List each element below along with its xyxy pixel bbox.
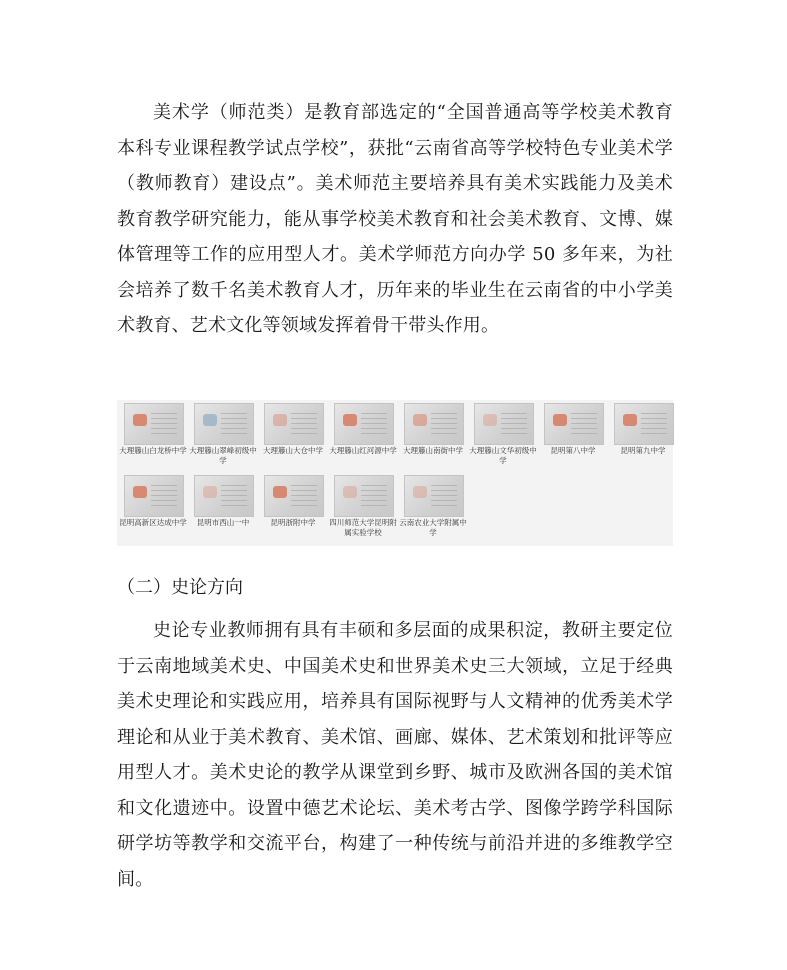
text-line: 研学坊等教学和交流平台，构建了一种传统与前沿并进的多维教学空: [117, 833, 673, 854]
certificate-caption: 大理籐山红河源中学: [329, 446, 397, 455]
certificate-image: [124, 403, 184, 445]
certificate-item: [538, 400, 608, 472]
certificate-caption: 昆明高新区达成中学: [119, 518, 187, 527]
certificate-image: [334, 475, 394, 517]
certificate-caption: 昆明第九中学: [620, 446, 666, 455]
text-line: 体管理等工作的应用型人才。美术学师范方向办学 50 多年来，为社: [117, 244, 673, 265]
text-line: 美术学（师范类）是教育部选定的“全国普通高等学校美术教育: [153, 102, 673, 123]
certificate-caption: 大理籐山白龙桥中学: [119, 446, 187, 455]
certificate-caption: 昆明浙附中学: [270, 518, 316, 527]
certificate-image: [264, 475, 324, 517]
certificate-caption: 大理籐山翠峰初级中学: [189, 446, 257, 465]
certificate-item: [328, 400, 398, 472]
paragraph-art-history: [117, 613, 673, 897]
certificate-item: [468, 400, 538, 472]
certificate-item: [398, 472, 468, 544]
certificate-item: [398, 400, 468, 472]
certificate-caption: 云南农业大学附属中学: [399, 518, 467, 537]
paragraph-art-education: [117, 95, 673, 344]
certificate-image: [474, 403, 534, 445]
certificate-image: [404, 475, 464, 517]
certificate-caption: 大理籐山大仓中学: [263, 446, 323, 455]
certificate-item: [118, 400, 188, 472]
text-line: 和文化遗迹中。设置中德艺术论坛、美术考古学、图像学跨学科国际: [117, 797, 673, 819]
certificate-image: [404, 403, 464, 445]
certificate-caption: 昆明第八中学: [550, 446, 596, 455]
certificate-image: [264, 403, 324, 445]
certificate-image: [614, 403, 674, 445]
certificate-caption: 昆明市西山一中: [196, 518, 250, 527]
certificate-item: [188, 400, 258, 472]
certificate-item: [258, 400, 328, 472]
text-line: 理论和从业于美术教育、美术馆、画廊、媒体、艺术策划和批评等应: [117, 726, 673, 748]
text-line: 术教育、艺术文化等领域发挥着骨干带头作用。: [117, 315, 500, 336]
text-line: （教师教育）建设点”。美术师范主要培养具有美术实践能力及美术: [117, 173, 673, 194]
certificate-item: [608, 400, 678, 472]
certificate-gallery: [117, 400, 673, 546]
section-heading: （二）史论方向: [117, 577, 243, 598]
certificate-item: [328, 472, 398, 544]
certificate-image: [334, 403, 394, 445]
text-line: 于云南地域美术史、中国美术史和世界美术史三大领域，立足于经典: [117, 655, 673, 677]
text-line: 间。: [117, 868, 154, 890]
text-line: 本科专业课程教学试点学校”，获批“云南省高等学校特色专业美术学: [117, 137, 673, 159]
certificate-item: [118, 472, 188, 544]
text-line: 史论专业教师拥有具有丰硕和多层面的成果积淀，教研主要定位: [153, 620, 673, 641]
text-line: 用型人才。美术史论的教学从课堂到乡野、城市及欧洲各国的美术馆: [117, 762, 673, 783]
text-line: 美术史理论和实践应用，培养具有国际视野与人文精神的优秀美术学: [117, 691, 673, 712]
text-line: 教育教学研究能力，能从事学校美术教育和社会美术教育、文博、媒: [117, 208, 673, 230]
certificate-caption: 大理籐山南街中学: [403, 446, 463, 455]
certificate-item: [188, 472, 258, 544]
certificate-caption: 大理籐山文华初级中学: [469, 446, 537, 465]
certificate-item: [258, 472, 328, 544]
certificate-image: [544, 403, 604, 445]
certificate-image: [124, 475, 184, 517]
certificate-image: [194, 403, 254, 445]
certificate-caption: 四川师范大学昆明附属实验学校: [329, 518, 397, 537]
text-line: 会培养了数千名美术教育人才，历年来的毕业生在云南省的中小学美: [117, 279, 673, 301]
certificate-image: [194, 475, 254, 517]
